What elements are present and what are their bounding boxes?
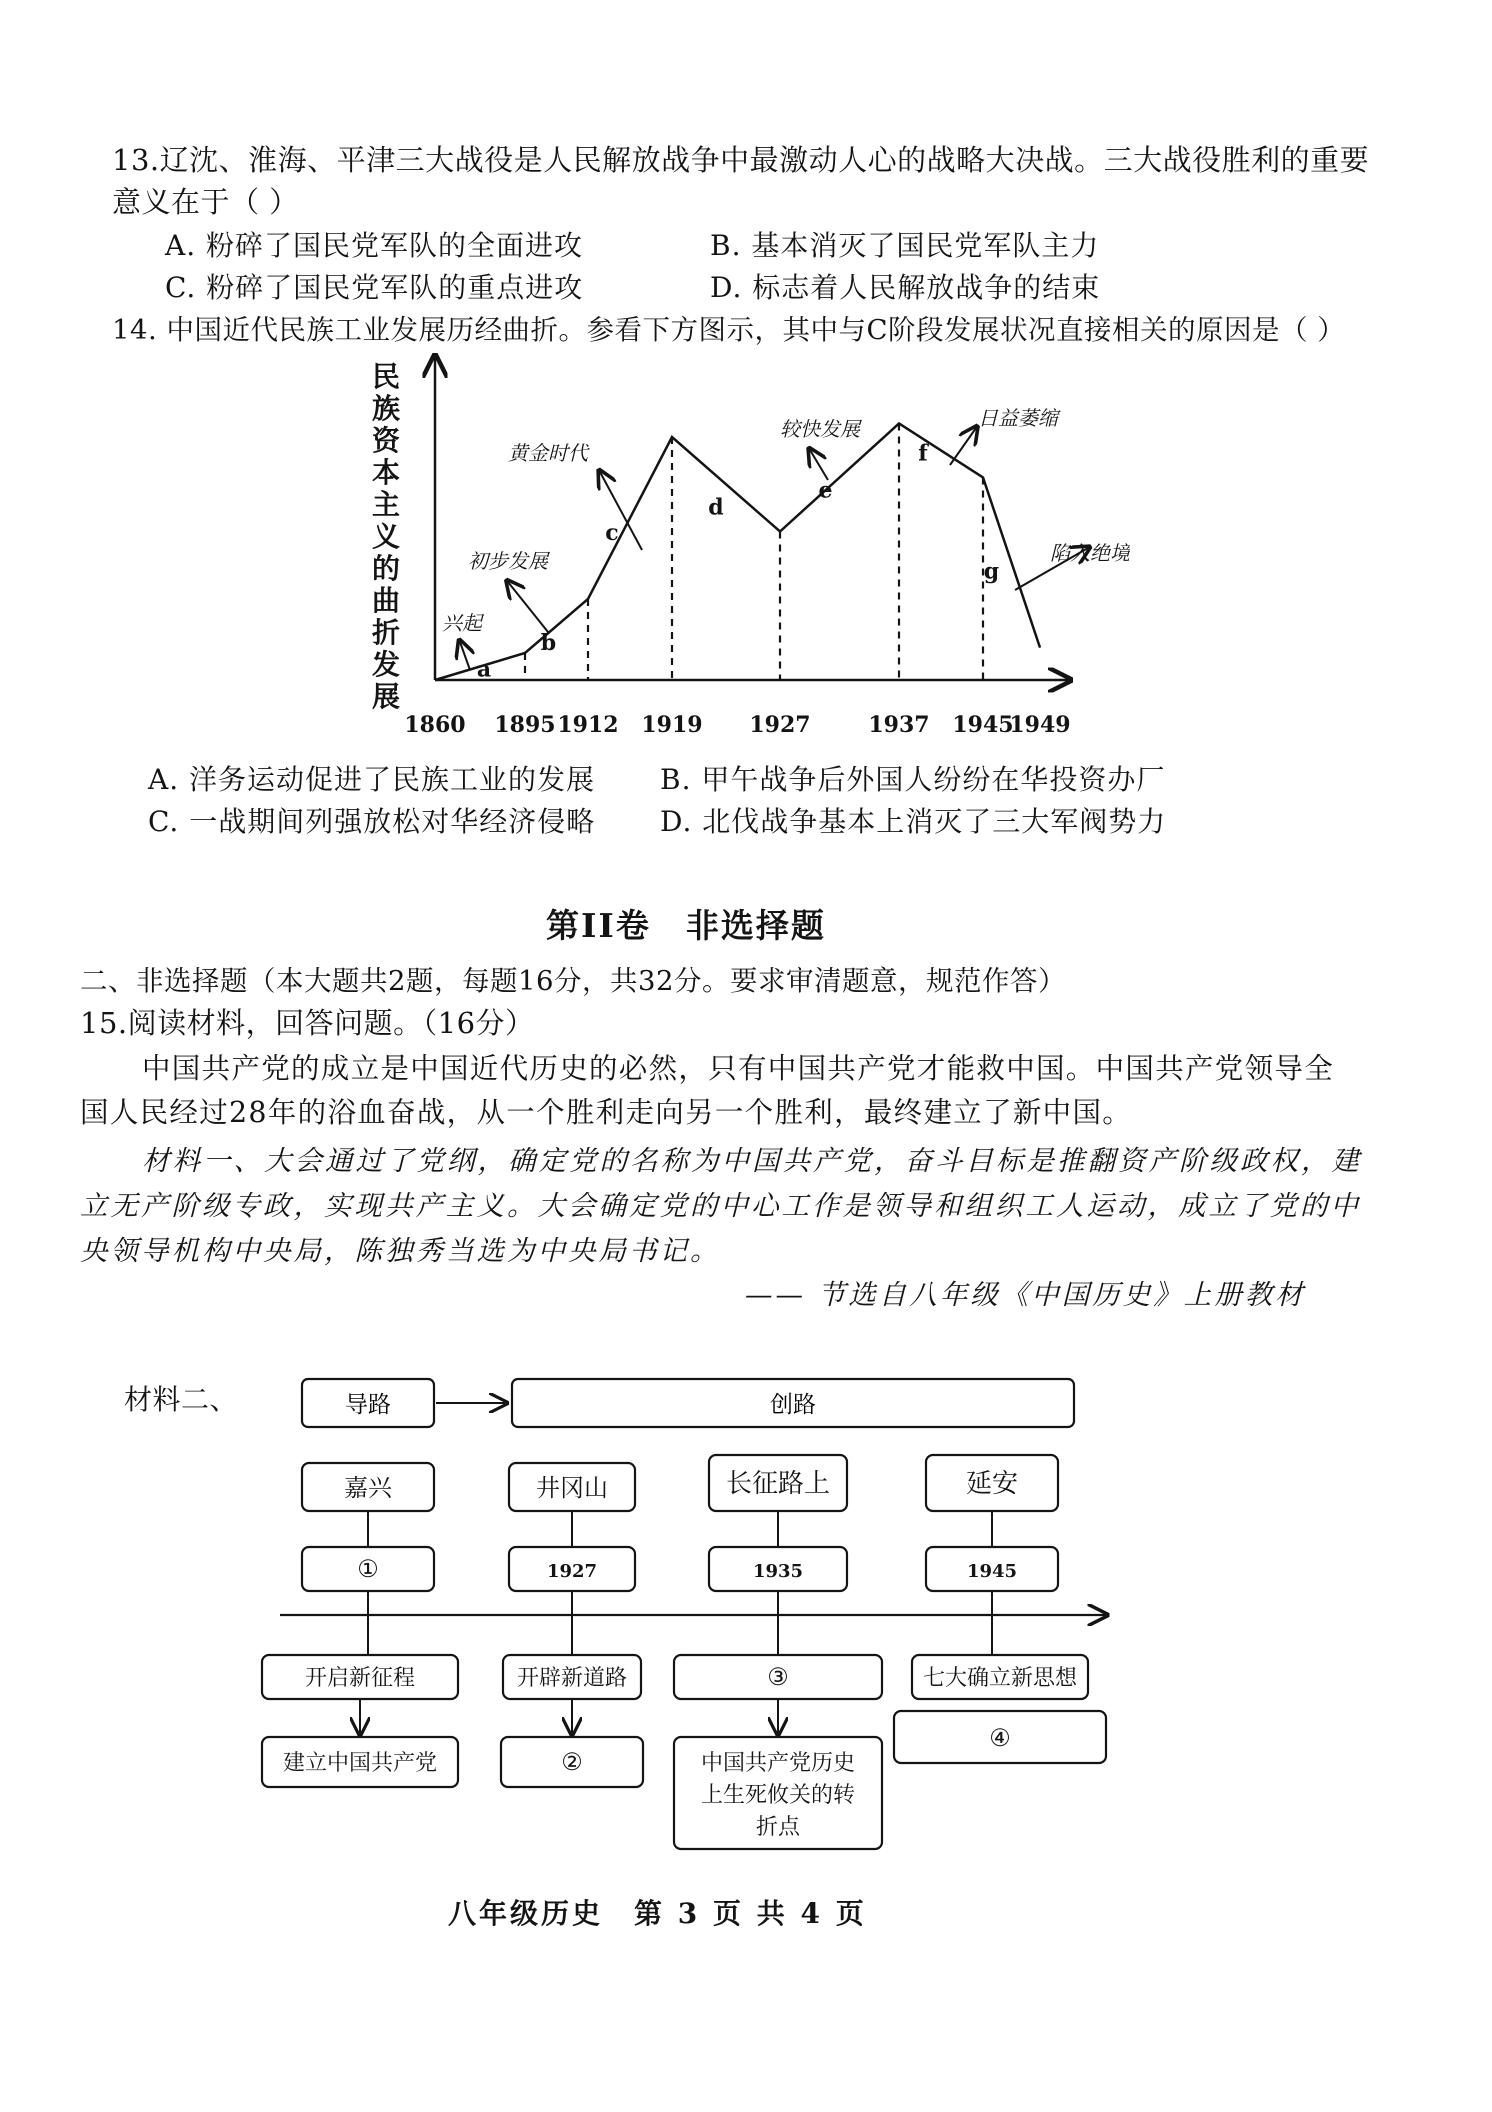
material1-line3: 央领导机构中央局，陈独秀当选为中央局书记。 bbox=[80, 1235, 721, 1267]
material1-source: —— 节选自八年级《中国历史》上册教材 bbox=[745, 1279, 1306, 1311]
event-label-1: 开启新征程 bbox=[304, 1666, 416, 1691]
result-label-2: ② bbox=[561, 1748, 583, 1776]
q13-option-a: A. 粉碎了国民党军队的全面进攻 bbox=[165, 229, 584, 262]
result-label-4: ④ bbox=[989, 1724, 1011, 1752]
industry-development-chart bbox=[350, 350, 1130, 740]
party-history-flow-diagram bbox=[250, 1365, 1130, 1875]
intro-paragraph-line1: 中国共产党的成立是中国近代历史的必然，只有中国共产党才能救中国。中国共产党领导全 bbox=[142, 1052, 1335, 1085]
x-tick-1945: 1945 bbox=[952, 712, 1014, 738]
create-label: 创路 bbox=[770, 1392, 816, 1418]
q14-stem: 14. 中国近代民族工业发展历经曲折。参看下方图示，其中与C阶段发展状况直接相关的原因是（ ） bbox=[112, 314, 1346, 346]
year-label-1: ① bbox=[357, 1555, 379, 1583]
annotation-arrow-2 bbox=[508, 582, 548, 632]
section-title: 第II卷 非选择题 bbox=[546, 906, 826, 945]
q14-option-b: B. 甲午战争后外国人纷纷在华投资办厂 bbox=[660, 763, 1166, 796]
x-tick-1937: 1937 bbox=[868, 712, 930, 738]
event-label-3: ③ bbox=[767, 1663, 789, 1691]
place-label-3: 长征路上 bbox=[725, 1469, 831, 1499]
event-label-4: 七大确立新思想 bbox=[922, 1666, 1078, 1691]
year-label-4: 1945 bbox=[966, 1561, 1018, 1582]
annotation-arrow-4 bbox=[810, 450, 828, 480]
year-label-3: 1935 bbox=[752, 1561, 804, 1582]
segment-letter-b: b bbox=[540, 630, 557, 656]
guide-label: 导路 bbox=[345, 1392, 391, 1418]
q15-title: 15.阅读材料，回答问题。（16分） bbox=[80, 1006, 535, 1040]
q13-stem-line2: 意义在于（ ） bbox=[112, 185, 299, 219]
result-label-3-line-2: 上生死攸关的转 bbox=[700, 1783, 856, 1808]
material2-label: 材料二、 bbox=[124, 1383, 239, 1416]
material1-line1: 材料一、大会通过了党纲，确定党的名称为中国共产党，奋斗目标是推翻资产阶级政权，建 bbox=[142, 1145, 1362, 1177]
material1-line2: 立无产阶级专政，实现共产主义。大会确定党的中心工作是领导和组织工人运动，成立了党的中 bbox=[80, 1190, 1361, 1222]
annotation-arrow-1 bbox=[460, 642, 470, 670]
q13-option-b: B. 基本消灭了国民党军队主力 bbox=[710, 229, 1100, 262]
annotation-label-4: 较快发展 bbox=[780, 417, 860, 441]
x-tick-1927: 1927 bbox=[749, 712, 811, 738]
segment-letter-c: c bbox=[605, 520, 619, 546]
segment-letter-f: f bbox=[918, 440, 928, 467]
place-label-4: 延安 bbox=[965, 1469, 1019, 1499]
x-tick-1895: 1895 bbox=[494, 712, 556, 738]
place-label-1: 嘉兴 bbox=[344, 1474, 392, 1502]
segment-letter-e: e bbox=[818, 477, 833, 504]
segment-letter-g: g bbox=[983, 558, 1000, 585]
x-tick-1919: 1919 bbox=[641, 712, 703, 738]
segment-letter-a: a bbox=[476, 656, 492, 683]
event-label-2: 开辟新道路 bbox=[516, 1666, 628, 1691]
annotation-label-3: 黄金时代 bbox=[508, 441, 588, 465]
x-tick-1912: 1912 bbox=[557, 712, 619, 738]
annotation-label-6: 陷入绝境 bbox=[1050, 541, 1130, 565]
q14-option-a: A. 洋务运动促进了民族工业的发展 bbox=[148, 763, 596, 796]
q14-option-d: D. 北伐战争基本上消灭了三大军阀势力 bbox=[660, 805, 1167, 838]
section-intro: 二、非选择题（本大题共2题，每题16分，共32分。要求审清题意，规范作答） bbox=[80, 965, 1066, 997]
annotation-arrow-5 bbox=[950, 428, 976, 465]
q13-option-d: D. 标志着人民解放战争的结束 bbox=[710, 271, 1101, 304]
y-axis-label: 民族资本主义的曲折发展 bbox=[372, 360, 401, 713]
annotation-label-1: 兴起 bbox=[442, 611, 482, 635]
segment-letter-d: d bbox=[708, 494, 724, 521]
q14-option-c: C. 一战期间列强放松对华经济侵略 bbox=[148, 805, 596, 838]
q13-option-c: C. 粉碎了国民党军队的重点进攻 bbox=[165, 271, 584, 304]
annotation-label-2: 初步发展 bbox=[468, 549, 548, 573]
q13-stem-line1: 13.辽沈、淮海、平津三大战役是人民解放战争中最激动人心的战略大决战。三大战役胜利的重要 bbox=[112, 143, 1370, 177]
annotation-label-5: 日益萎缩 bbox=[978, 406, 1058, 430]
x-tick-1949: 1949 bbox=[1009, 712, 1071, 738]
year-label-2: 1927 bbox=[546, 1561, 598, 1582]
x-tick-1860: 1860 bbox=[404, 712, 466, 738]
intro-paragraph-line2: 国人民经过28年的浴血奋战，从一个胜利走向另一个胜利，最终建立了新中国。 bbox=[80, 1096, 1133, 1129]
result-label-1: 建立中国共产党 bbox=[282, 1751, 438, 1776]
place-label-2: 井冈山 bbox=[536, 1474, 608, 1502]
result-label-3-line-3: 折点 bbox=[755, 1815, 801, 1840]
result-label-3-line-1: 中国共产党历史 bbox=[700, 1751, 856, 1776]
page-footer: 八年级历史 第 3 页 共 4 页 bbox=[448, 1897, 867, 1930]
